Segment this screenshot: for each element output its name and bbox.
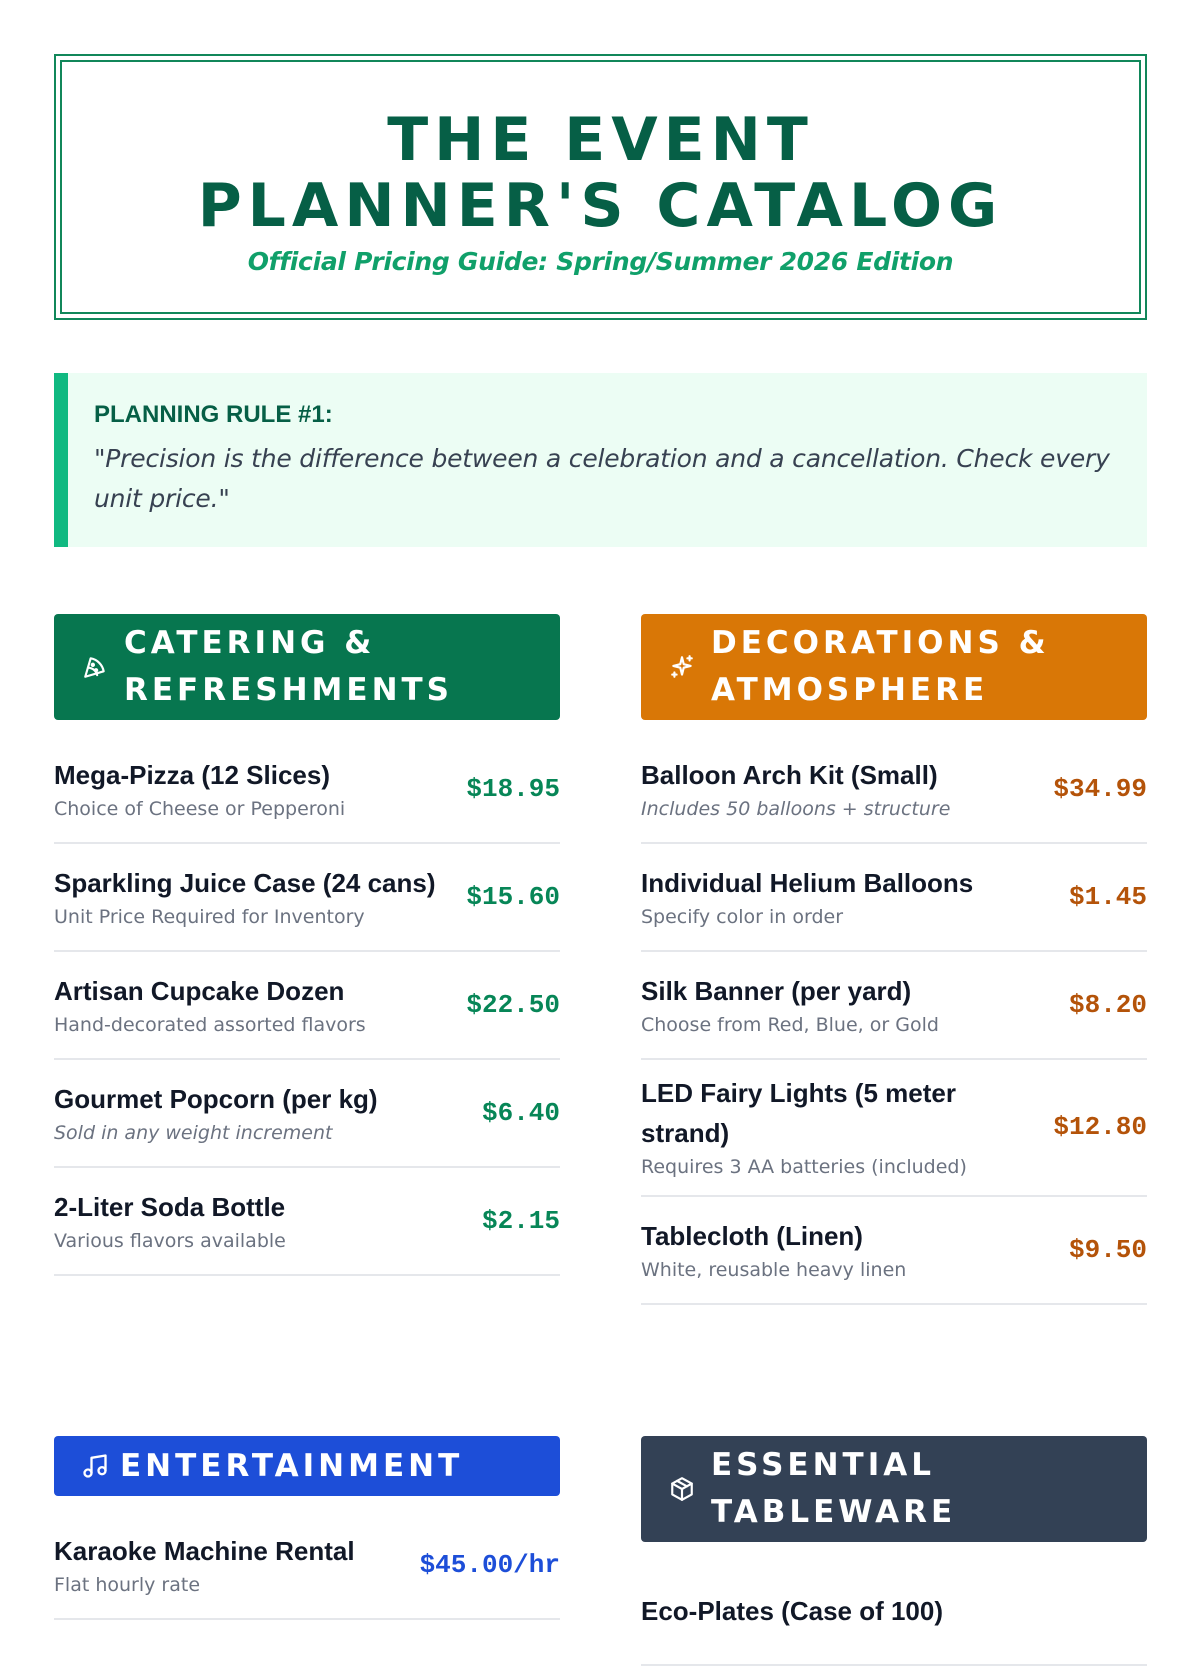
item-description: Sold in any weight increment <box>54 1121 333 1144</box>
item-description: Requires 3 AA batteries (included) <box>641 1156 967 1178</box>
item-price: $45.00/hr <box>419 1549 560 1580</box>
category-title-decorations: DECORATIONS & ATMOSPHERE <box>711 625 1050 708</box>
list-item <box>641 844 1147 952</box>
item-text <box>641 1073 1053 1181</box>
pizza-slice-icon <box>80 652 110 682</box>
category-title-catering: CATERING & REFRESHMENTS <box>124 625 453 708</box>
item-text <box>641 755 1053 823</box>
catalog-header <box>54 54 1147 320</box>
category-header-decorations <box>641 614 1147 720</box>
item-name: Mega-Pizza (12 Slices) <box>54 759 330 790</box>
item-description: Choice of Cheese or Pepperoni <box>54 797 346 820</box>
item-description: Hand-decorated assorted flavors <box>54 1013 366 1036</box>
item-price: $8.20 <box>1068 989 1147 1020</box>
page-title: THE EVENT PLANNER'S CATALOG <box>197 104 1004 241</box>
item-name: LED Fairy Lights (5 meter strand) <box>641 1078 956 1148</box>
item-price: $22.50 <box>466 989 560 1020</box>
box-icon <box>667 1474 697 1504</box>
list-item <box>641 1197 1147 1305</box>
item-name: Silk Banner (per yard) <box>641 975 912 1006</box>
category-title-tableware: ESSENTIAL TABLEWARE <box>711 1447 957 1530</box>
list-item <box>641 1060 1147 1197</box>
item-text <box>54 1531 420 1599</box>
list-item <box>54 736 560 844</box>
item-name: Balloon Arch Kit (Small) <box>641 759 938 790</box>
planning-rule-quote: "Precision is the difference between a celebration and a cancellation. Check every unit price." <box>94 444 1110 513</box>
list-item <box>641 1558 1147 1666</box>
item-name: Sparkling Juice Case (24 cans) <box>54 867 436 898</box>
list-item <box>54 1512 560 1620</box>
category-header-entertainment <box>54 1436 560 1496</box>
list-item <box>54 1168 560 1276</box>
item-text <box>54 971 466 1039</box>
sparkles-icon <box>667 652 697 682</box>
item-name: Eco-Plates (Case of 100) <box>641 1595 944 1626</box>
planning-rule-callout <box>54 373 1147 547</box>
item-price: $2.15 <box>481 1205 560 1236</box>
item-text <box>54 755 466 823</box>
item-text <box>641 1216 1069 1284</box>
item-name: Karaoke Machine Rental <box>54 1535 355 1566</box>
item-list-catering <box>54 736 560 1276</box>
item-price: $18.95 <box>466 773 560 804</box>
planning-rule-label: PLANNING RULE #1: <box>94 401 333 428</box>
item-text <box>54 1079 482 1147</box>
item-price: $15.60 <box>466 881 560 912</box>
item-text <box>641 971 1069 1039</box>
item-description: Includes 50 balloons + structure <box>641 797 951 820</box>
item-description: White, reusable heavy linen <box>641 1258 907 1281</box>
music-note-icon <box>80 1451 110 1481</box>
item-description: Specify color in order <box>641 905 844 928</box>
list-item <box>641 736 1147 844</box>
item-name: Individual Helium Balloons <box>641 867 974 898</box>
list-item <box>54 1060 560 1168</box>
item-price: $9.50 <box>1068 1234 1147 1265</box>
item-price: $34.99 <box>1053 773 1147 804</box>
item-description: Flat hourly rate <box>54 1573 201 1596</box>
item-list-decorations <box>641 736 1147 1305</box>
item-name: Tablecloth (Linen) <box>641 1220 863 1251</box>
item-description: Various flavors available <box>54 1229 286 1252</box>
list-item <box>641 952 1147 1060</box>
item-text <box>641 863 1069 931</box>
item-price: $6.40 <box>481 1097 560 1128</box>
list-item <box>54 952 560 1060</box>
item-text <box>54 863 466 931</box>
category-title-entertainment: ENTERTAINMENT <box>120 1447 464 1484</box>
item-text <box>54 1187 482 1255</box>
item-price: $12.80 <box>1053 1112 1147 1142</box>
item-list-tableware <box>641 1558 1147 1666</box>
item-price: $1.45 <box>1068 881 1147 912</box>
item-description: Choose from Red, Blue, or Gold <box>641 1013 939 1036</box>
page-subtitle: Official Pricing Guide: Spring/Summer 2026 Edition <box>247 246 954 276</box>
item-text <box>641 1591 1147 1631</box>
item-name: 2-Liter Soda Bottle <box>54 1191 286 1222</box>
catalog-header-inner <box>60 60 1141 314</box>
item-description: Unit Price Required for Inventory <box>54 905 365 928</box>
list-item <box>54 844 560 952</box>
item-name: Artisan Cupcake Dozen <box>54 975 345 1006</box>
category-header-catering <box>54 614 560 720</box>
item-name: Gourmet Popcorn (per kg) <box>54 1083 378 1114</box>
category-header-tableware <box>641 1436 1147 1542</box>
item-list-entertainment <box>54 1512 560 1620</box>
